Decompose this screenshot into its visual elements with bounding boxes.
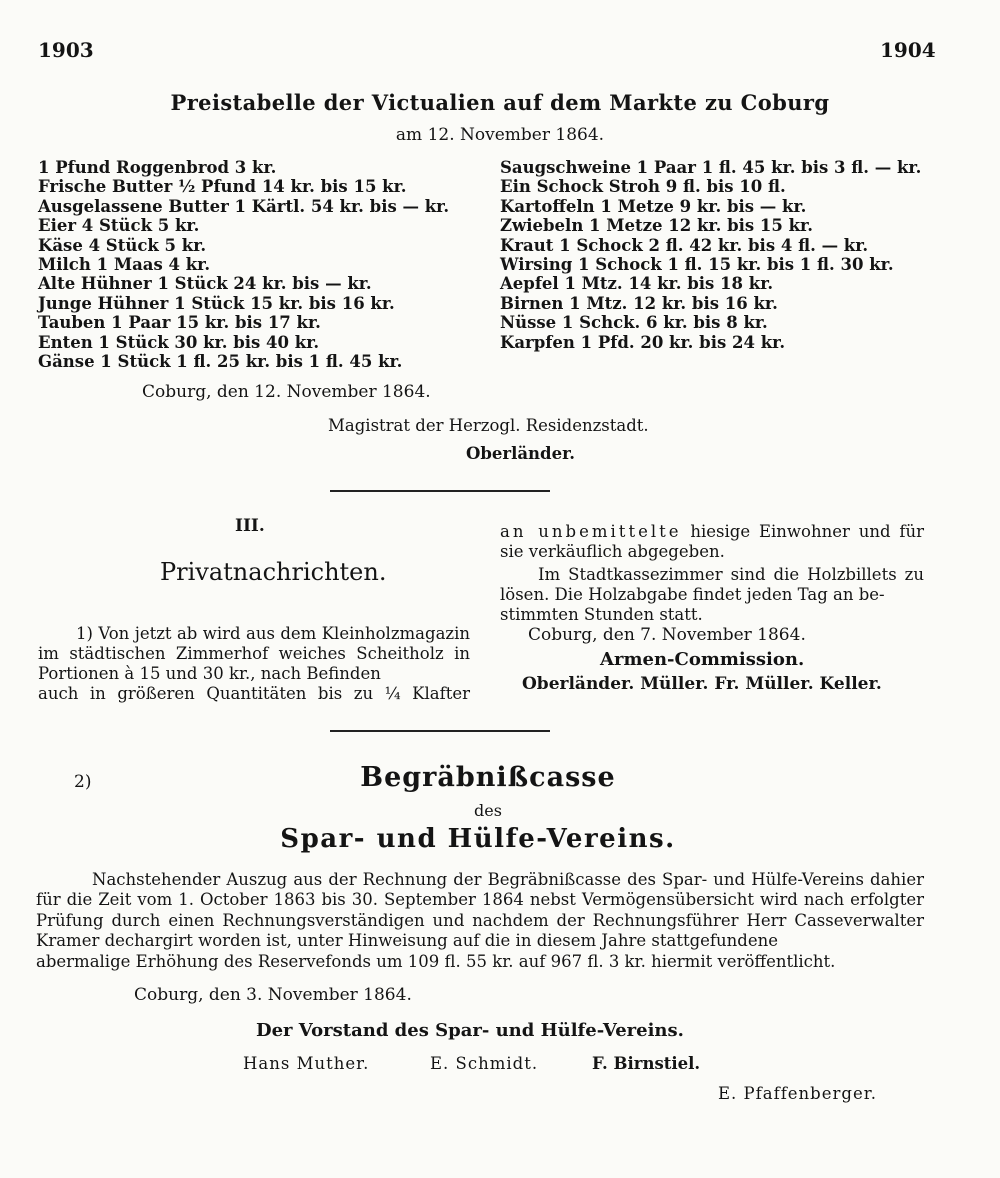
price-item: Birnen 1 Mtz. 12 kr. bis 16 kr.: [500, 293, 778, 313]
page-number-left: 1903: [38, 38, 94, 62]
notice1-text-main: Von jetzt ab wird aus dem Kleinholzmagazin im städtischen Zimmerhof weiches Scheitholz in Portionen à 15 und 30 kr., nach Befinden: [38, 624, 470, 683]
section-heading: Privatnachrichten.: [160, 558, 387, 586]
notice1-text-last: auch in größeren Quantitäten bis zu ¼ Klafter: [38, 684, 470, 703]
notice1-para2-last: stimmten Stunden statt.: [500, 605, 703, 624]
price-item: Käse 4 Stück 5 kr.: [38, 235, 207, 255]
price-item: Nüsse 1 Schck. 6 kr. bis 8 kr.: [500, 313, 768, 333]
page-number-right: 1904: [880, 38, 936, 62]
notice1-number: 1): [76, 624, 93, 643]
price-table-signer: Oberländer.: [466, 444, 576, 463]
price-item: Kraut 1 Schock 2 fl. 42 kr. bis 4 fl. — kr.: [500, 235, 869, 255]
notice1-cont-last: sie verkäuflich abgegeben.: [500, 542, 725, 561]
price-item: Junge Hühner 1 Stück 15 kr. bis 16 kr.: [38, 293, 395, 313]
price-item: Enten 1 Stück 30 kr. bis 40 kr.: [38, 332, 320, 352]
price-item: Aepfel 1 Mtz. 14 kr. bis 18 kr.: [500, 274, 774, 294]
notice2-board: Der Vorstand des Spar- und Hülfe-Vereins.: [256, 1020, 684, 1041]
price-item: Gänse 1 Stück 1 fl. 25 kr. bis 1 fl. 45 kr.: [38, 352, 403, 372]
notice2-number: 2): [74, 772, 92, 792]
price-table-authority: Magistrat der Herzogl. Residenzstadt.: [328, 416, 649, 435]
notice2-body: [36, 870, 924, 972]
notice2-title: Begräbnißcasse: [360, 762, 616, 793]
price-item: Ausgelassene Butter 1 Kärtl. 54 kr. bis — kr.: [38, 196, 450, 216]
notice1-org: Armen-Commission.: [600, 649, 805, 670]
notice2-signer: F. Birnstiel.: [592, 1054, 701, 1073]
price-table-place-date: Coburg, den 12. November 1864.: [142, 382, 431, 402]
price-item: Kartoffeln 1 Metze 9 kr. bis — kr.: [500, 196, 807, 216]
price-table-title: Preistabelle der Victualien auf dem Markte zu Coburg: [170, 90, 830, 115]
price-item: Alte Hühner 1 Stück 24 kr. bis — kr.: [38, 274, 372, 294]
notice2-signer: E. Schmidt.: [430, 1054, 539, 1073]
price-item: Frische Butter ½ Pfund 14 kr. bis 15 kr.: [38, 177, 407, 197]
notice1-cont-rest: hiesige Einwohner und für: [690, 522, 924, 541]
price-item: Ein Schock Stroh 9 fl. bis 10 fl.: [500, 177, 786, 197]
price-item: Saugschweine 1 Paar 1 fl. 45 kr. bis 3 fl. — kr.: [500, 158, 922, 177]
divider-rule: [330, 490, 550, 492]
price-list-right: [500, 158, 921, 352]
notice2-body-last: abermalige Erhöhung des Reservefonds um 109 fl. 55 kr. auf 967 fl. 3 kr. hiermit veröffentlicht.: [36, 951, 836, 971]
divider-rule: [330, 730, 550, 732]
section-numeral: III.: [235, 516, 265, 536]
notice2-body-main: Nachstehender Auszug aus der Rechnung der Begräbnißcasse des Spar- und Hülfe-Vereins dahier für die Zeit vom 1. October 1863 bis 30. September 1864 nebst Vermögensübersicht wird nach erfolgter Prüfung durch einen Rechnungsverständigen und nachdem der Rechnungsführer Herr Casseverwalter Kramer dechargirt worden ist, unter Hinweisung auf die in diesem Jahre stattgefundene: [36, 870, 924, 951]
notice1-signers: Oberländer. Müller. Fr. Müller. Keller.: [522, 674, 882, 694]
price-item: 1 Pfund Roggenbrod 3 kr.: [38, 158, 277, 177]
price-item: Milch 1 Maas 4 kr.: [38, 255, 211, 275]
notice2-place-date: Coburg, den 3. November 1864.: [134, 985, 412, 1005]
price-item: Zwiebeln 1 Metze 12 kr. bis 15 kr.: [500, 216, 813, 236]
notice1-place-date: Coburg, den 7. November 1864.: [528, 625, 806, 645]
notice1-text-right: [500, 522, 924, 625]
price-item: Eier 4 Stück 5 kr.: [38, 216, 200, 236]
notice1-cont-spaced: an unbemittelte: [500, 522, 682, 541]
notice2-subtitle: Spar- und Hülfe-Vereins.: [280, 824, 676, 854]
notice2-des: des: [474, 801, 502, 820]
price-item: Karpfen 1 Pfd. 20 kr. bis 24 kr.: [500, 332, 786, 352]
price-list-left: [38, 158, 449, 371]
price-item: Wirsing 1 Schock 1 fl. 15 kr. bis 1 fl. 30 kr.: [500, 255, 894, 275]
notice1-para2-main: Im Stadtkassezimmer sind die Holzbillets zu lösen. Die Holzabgabe findet jeden Tag an be-: [500, 565, 924, 604]
notice2-signer: Hans Muther.: [243, 1054, 370, 1073]
notice2-signer: E. Pfaffenberger.: [718, 1084, 878, 1103]
price-item: Tauben 1 Paar 15 kr. bis 17 kr.: [38, 313, 321, 333]
price-table-date: am 12. November 1864.: [395, 125, 605, 145]
notice1-text-left: [38, 624, 470, 704]
